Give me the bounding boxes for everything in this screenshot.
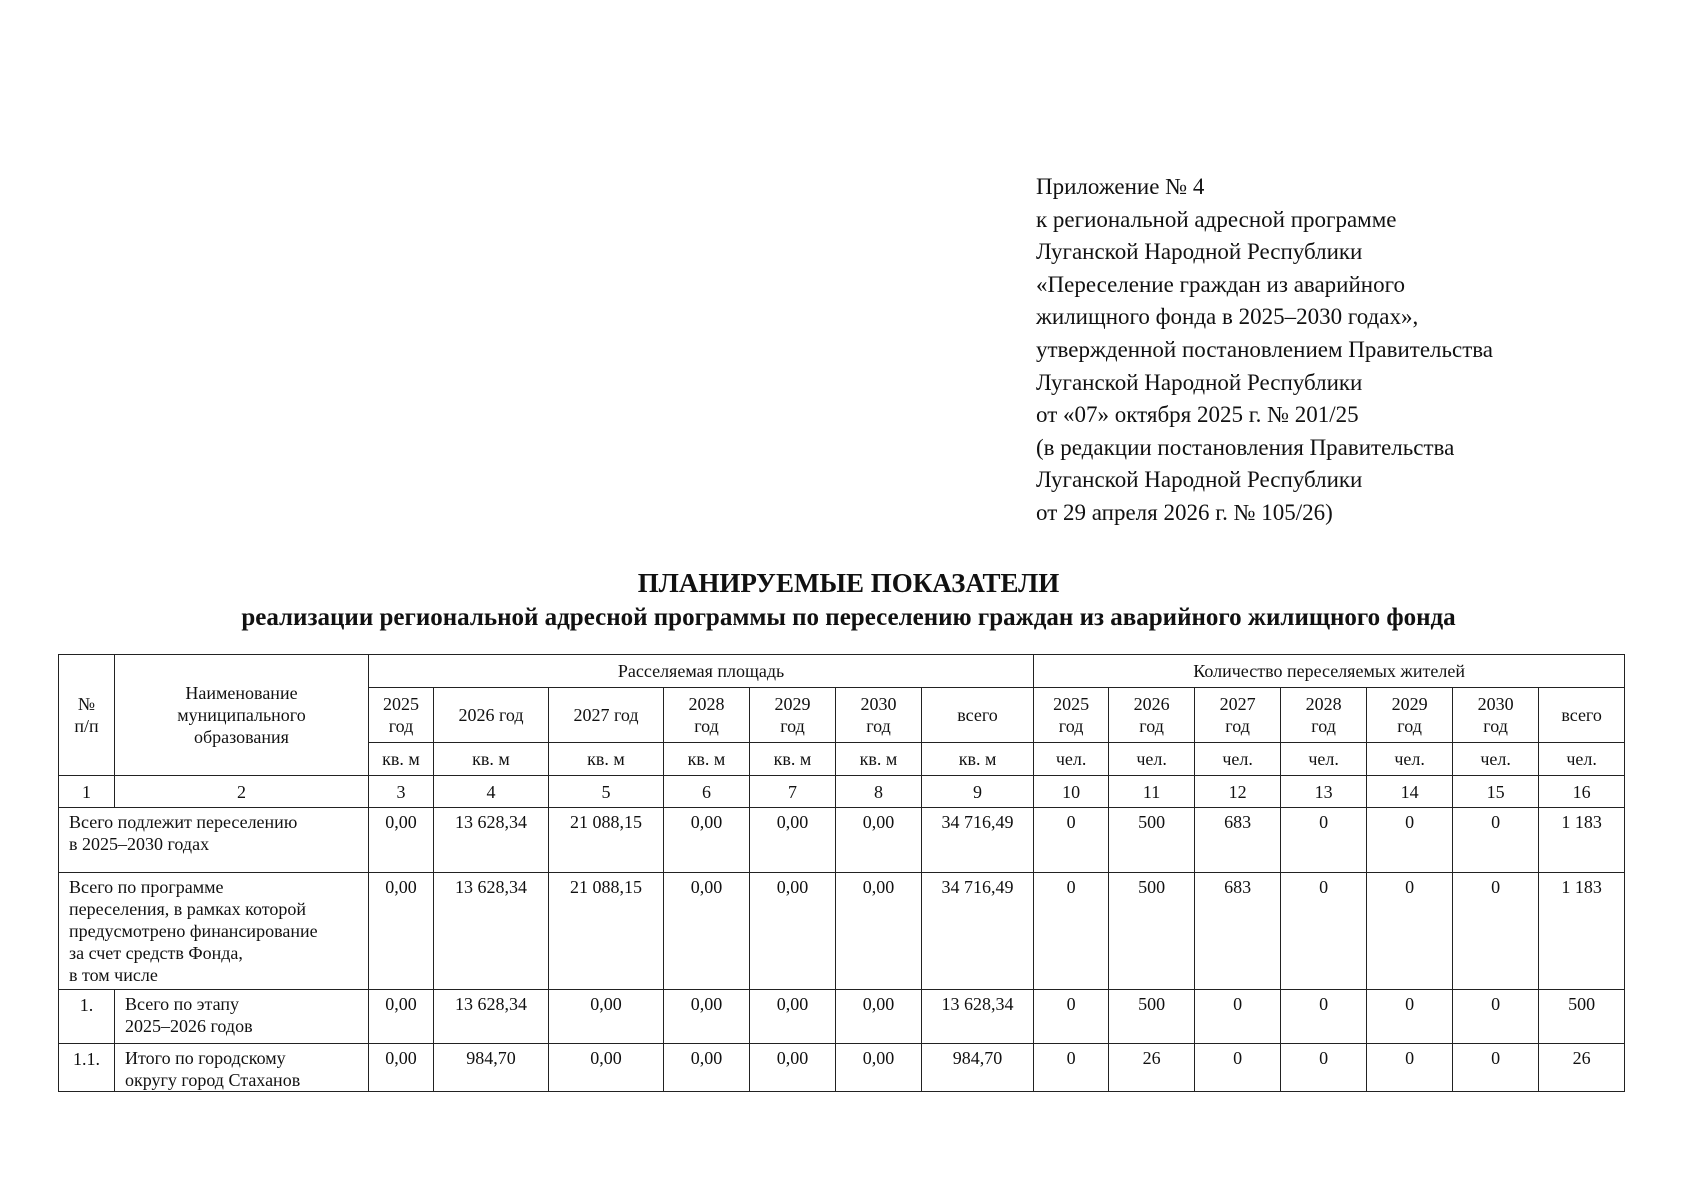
header-area-year: 2029 год xyxy=(750,688,836,743)
area-value: 0,00 xyxy=(664,990,750,1044)
column-number: 13 xyxy=(1281,776,1367,808)
column-number: 2 xyxy=(115,776,369,808)
residents-value: 0 xyxy=(1034,1044,1109,1092)
header-area-year: 2027 год xyxy=(549,688,664,743)
header-residents-group: Количество переселяемых жителей xyxy=(1034,655,1625,688)
area-value: 984,70 xyxy=(434,1044,549,1092)
residents-value: 0 xyxy=(1034,990,1109,1044)
appendix-line: Луганской Народной Республики xyxy=(1036,369,1363,395)
residents-value: 0 xyxy=(1367,808,1453,873)
area-value: 0,00 xyxy=(750,1044,836,1092)
residents-value: 26 xyxy=(1109,1044,1195,1092)
header-unit: кв. м xyxy=(369,743,434,776)
area-value: 0,00 xyxy=(369,808,434,873)
residents-value: 0 xyxy=(1453,1044,1539,1092)
column-number: 12 xyxy=(1195,776,1281,808)
header-residents-total: всего xyxy=(1539,688,1625,743)
header-unit: чел. xyxy=(1281,743,1367,776)
appendix-line: к региональной адресной программе xyxy=(1036,206,1397,232)
header-area-year: 2028 год xyxy=(664,688,750,743)
header-unit: чел. xyxy=(1367,743,1453,776)
residents-total: 26 xyxy=(1539,1044,1625,1092)
residents-total: 500 xyxy=(1539,990,1625,1044)
header-residents-year: 2030 год xyxy=(1453,688,1539,743)
area-value: 13 628,34 xyxy=(434,808,549,873)
area-value: 0,00 xyxy=(549,1044,664,1092)
column-numbers-row xyxy=(59,776,1625,808)
header-unit: кв. м xyxy=(664,743,750,776)
residents-value: 0 xyxy=(1367,990,1453,1044)
row-number: 1.1. xyxy=(59,1044,115,1092)
area-total: 34 716,49 xyxy=(922,873,1034,990)
row-name: Всего по этапу 2025–2026 годов xyxy=(115,990,369,1044)
area-value: 21 088,15 xyxy=(549,808,664,873)
residents-value: 0 xyxy=(1367,873,1453,990)
appendix-block xyxy=(1036,171,1596,530)
area-value: 0,00 xyxy=(836,990,922,1044)
header-unit: чел. xyxy=(1453,743,1539,776)
residents-value: 500 xyxy=(1109,808,1195,873)
column-number: 4 xyxy=(434,776,549,808)
residents-value: 0 xyxy=(1453,808,1539,873)
header-residents-year: 2026 год xyxy=(1109,688,1195,743)
appendix-line: Луганской Народной Республики xyxy=(1036,239,1363,265)
residents-value: 0 xyxy=(1034,808,1109,873)
residents-value: 0 xyxy=(1281,1044,1367,1092)
area-value: 21 088,15 xyxy=(549,873,664,990)
residents-value: 0 xyxy=(1453,873,1539,990)
row-name: Всего подлежит переселению в 2025–2030 годах xyxy=(59,808,369,873)
area-value: 0,00 xyxy=(836,808,922,873)
header-unit: чел. xyxy=(1539,743,1625,776)
appendix-line: Луганской Народной Республики xyxy=(1036,467,1363,493)
document-subtitle: реализации региональной адресной программы по переселению граждан из аварийного жилищного фонда xyxy=(241,604,1456,631)
appendix-line: (в редакции постановления Правительства xyxy=(1036,434,1455,460)
row-name: Итого по городскому округу город Стаханов xyxy=(115,1044,369,1092)
column-number: 14 xyxy=(1367,776,1453,808)
header-num: № п/п xyxy=(59,655,115,776)
appendix-line: утвержденной постановлением Правительства xyxy=(1036,336,1494,362)
column-number: 10 xyxy=(1034,776,1109,808)
column-number: 1 xyxy=(59,776,115,808)
header-unit: чел. xyxy=(1109,743,1195,776)
header-residents-year: 2027 год xyxy=(1195,688,1281,743)
area-value: 0,00 xyxy=(750,873,836,990)
area-value: 13 628,34 xyxy=(434,873,549,990)
header-area-year: 2025 год xyxy=(369,688,434,743)
column-number: 11 xyxy=(1109,776,1195,808)
column-number: 7 xyxy=(750,776,836,808)
column-number: 16 xyxy=(1539,776,1625,808)
header-area-year: 2026 год xyxy=(434,688,549,743)
area-total: 13 628,34 xyxy=(922,990,1034,1044)
appendix-line: от 29 апреля 2026 г. № 105/26) xyxy=(1036,499,1333,525)
header-unit: кв. м xyxy=(434,743,549,776)
residents-value: 0 xyxy=(1281,990,1367,1044)
residents-value: 0 xyxy=(1034,873,1109,990)
area-value: 0,00 xyxy=(664,1044,750,1092)
column-number: 15 xyxy=(1453,776,1539,808)
appendix-line: «Переселение граждан из аварийного xyxy=(1036,271,1405,297)
column-number: 3 xyxy=(369,776,434,808)
area-value: 0,00 xyxy=(369,1044,434,1092)
residents-value: 0 xyxy=(1281,808,1367,873)
residents-total: 1 183 xyxy=(1539,808,1625,873)
residents-value: 0 xyxy=(1195,990,1281,1044)
row-number: 1. xyxy=(59,990,115,1044)
table-row xyxy=(59,808,1625,873)
header-unit: кв. м xyxy=(549,743,664,776)
header-unit: чел. xyxy=(1195,743,1281,776)
header-residents-year: 2028 год xyxy=(1281,688,1367,743)
header-area-group: Расселяемая площадь xyxy=(369,655,1034,688)
indicators-table xyxy=(58,654,1625,1092)
column-number: 9 xyxy=(922,776,1034,808)
residents-value: 0 xyxy=(1195,1044,1281,1092)
area-value: 0,00 xyxy=(369,990,434,1044)
table-row xyxy=(59,990,1625,1044)
row-name: Всего по программе переселения, в рамках которой предусмотрено финансирование за счет средств Фонда, в том числе xyxy=(59,873,369,990)
header-unit: кв. м xyxy=(750,743,836,776)
header-name: Наименование муниципального образования xyxy=(115,655,369,776)
appendix-line: от «07» октября 2025 г. № 201/25 xyxy=(1036,402,1359,428)
residents-value: 0 xyxy=(1367,1044,1453,1092)
residents-value: 0 xyxy=(1281,873,1367,990)
area-value: 0,00 xyxy=(369,873,434,990)
column-number: 6 xyxy=(664,776,750,808)
area-value: 0,00 xyxy=(549,990,664,1044)
header-row-groups xyxy=(59,655,1625,688)
header-residents-year: 2025 год xyxy=(1034,688,1109,743)
area-value: 0,00 xyxy=(664,873,750,990)
area-value: 0,00 xyxy=(664,808,750,873)
header-unit: кв. м xyxy=(922,743,1034,776)
area-total: 984,70 xyxy=(922,1044,1034,1092)
appendix-line: жилищного фонда в 2025–2030 годах», xyxy=(1036,304,1419,330)
table-row xyxy=(59,873,1625,990)
document-title: ПЛАНИРУЕМЫЕ ПОКАЗАТЕЛИ xyxy=(637,568,1060,598)
area-value: 0,00 xyxy=(836,873,922,990)
area-value: 0,00 xyxy=(836,1044,922,1092)
area-value: 13 628,34 xyxy=(434,990,549,1044)
area-value: 0,00 xyxy=(750,808,836,873)
header-area-year: 2030 год xyxy=(836,688,922,743)
residents-value: 500 xyxy=(1109,990,1195,1044)
residents-value: 500 xyxy=(1109,873,1195,990)
header-area-total: всего xyxy=(922,688,1034,743)
residents-total: 1 183 xyxy=(1539,873,1625,990)
header-unit: кв. м xyxy=(836,743,922,776)
column-number: 8 xyxy=(836,776,922,808)
area-total: 34 716,49 xyxy=(922,808,1034,873)
header-residents-year: 2029 год xyxy=(1367,688,1453,743)
table-row xyxy=(59,1044,1625,1092)
area-value: 0,00 xyxy=(750,990,836,1044)
column-number: 5 xyxy=(549,776,664,808)
residents-value: 683 xyxy=(1195,808,1281,873)
appendix-line: Приложение № 4 xyxy=(1036,174,1205,199)
residents-value: 683 xyxy=(1195,873,1281,990)
header-unit: чел. xyxy=(1034,743,1109,776)
residents-value: 0 xyxy=(1453,990,1539,1044)
